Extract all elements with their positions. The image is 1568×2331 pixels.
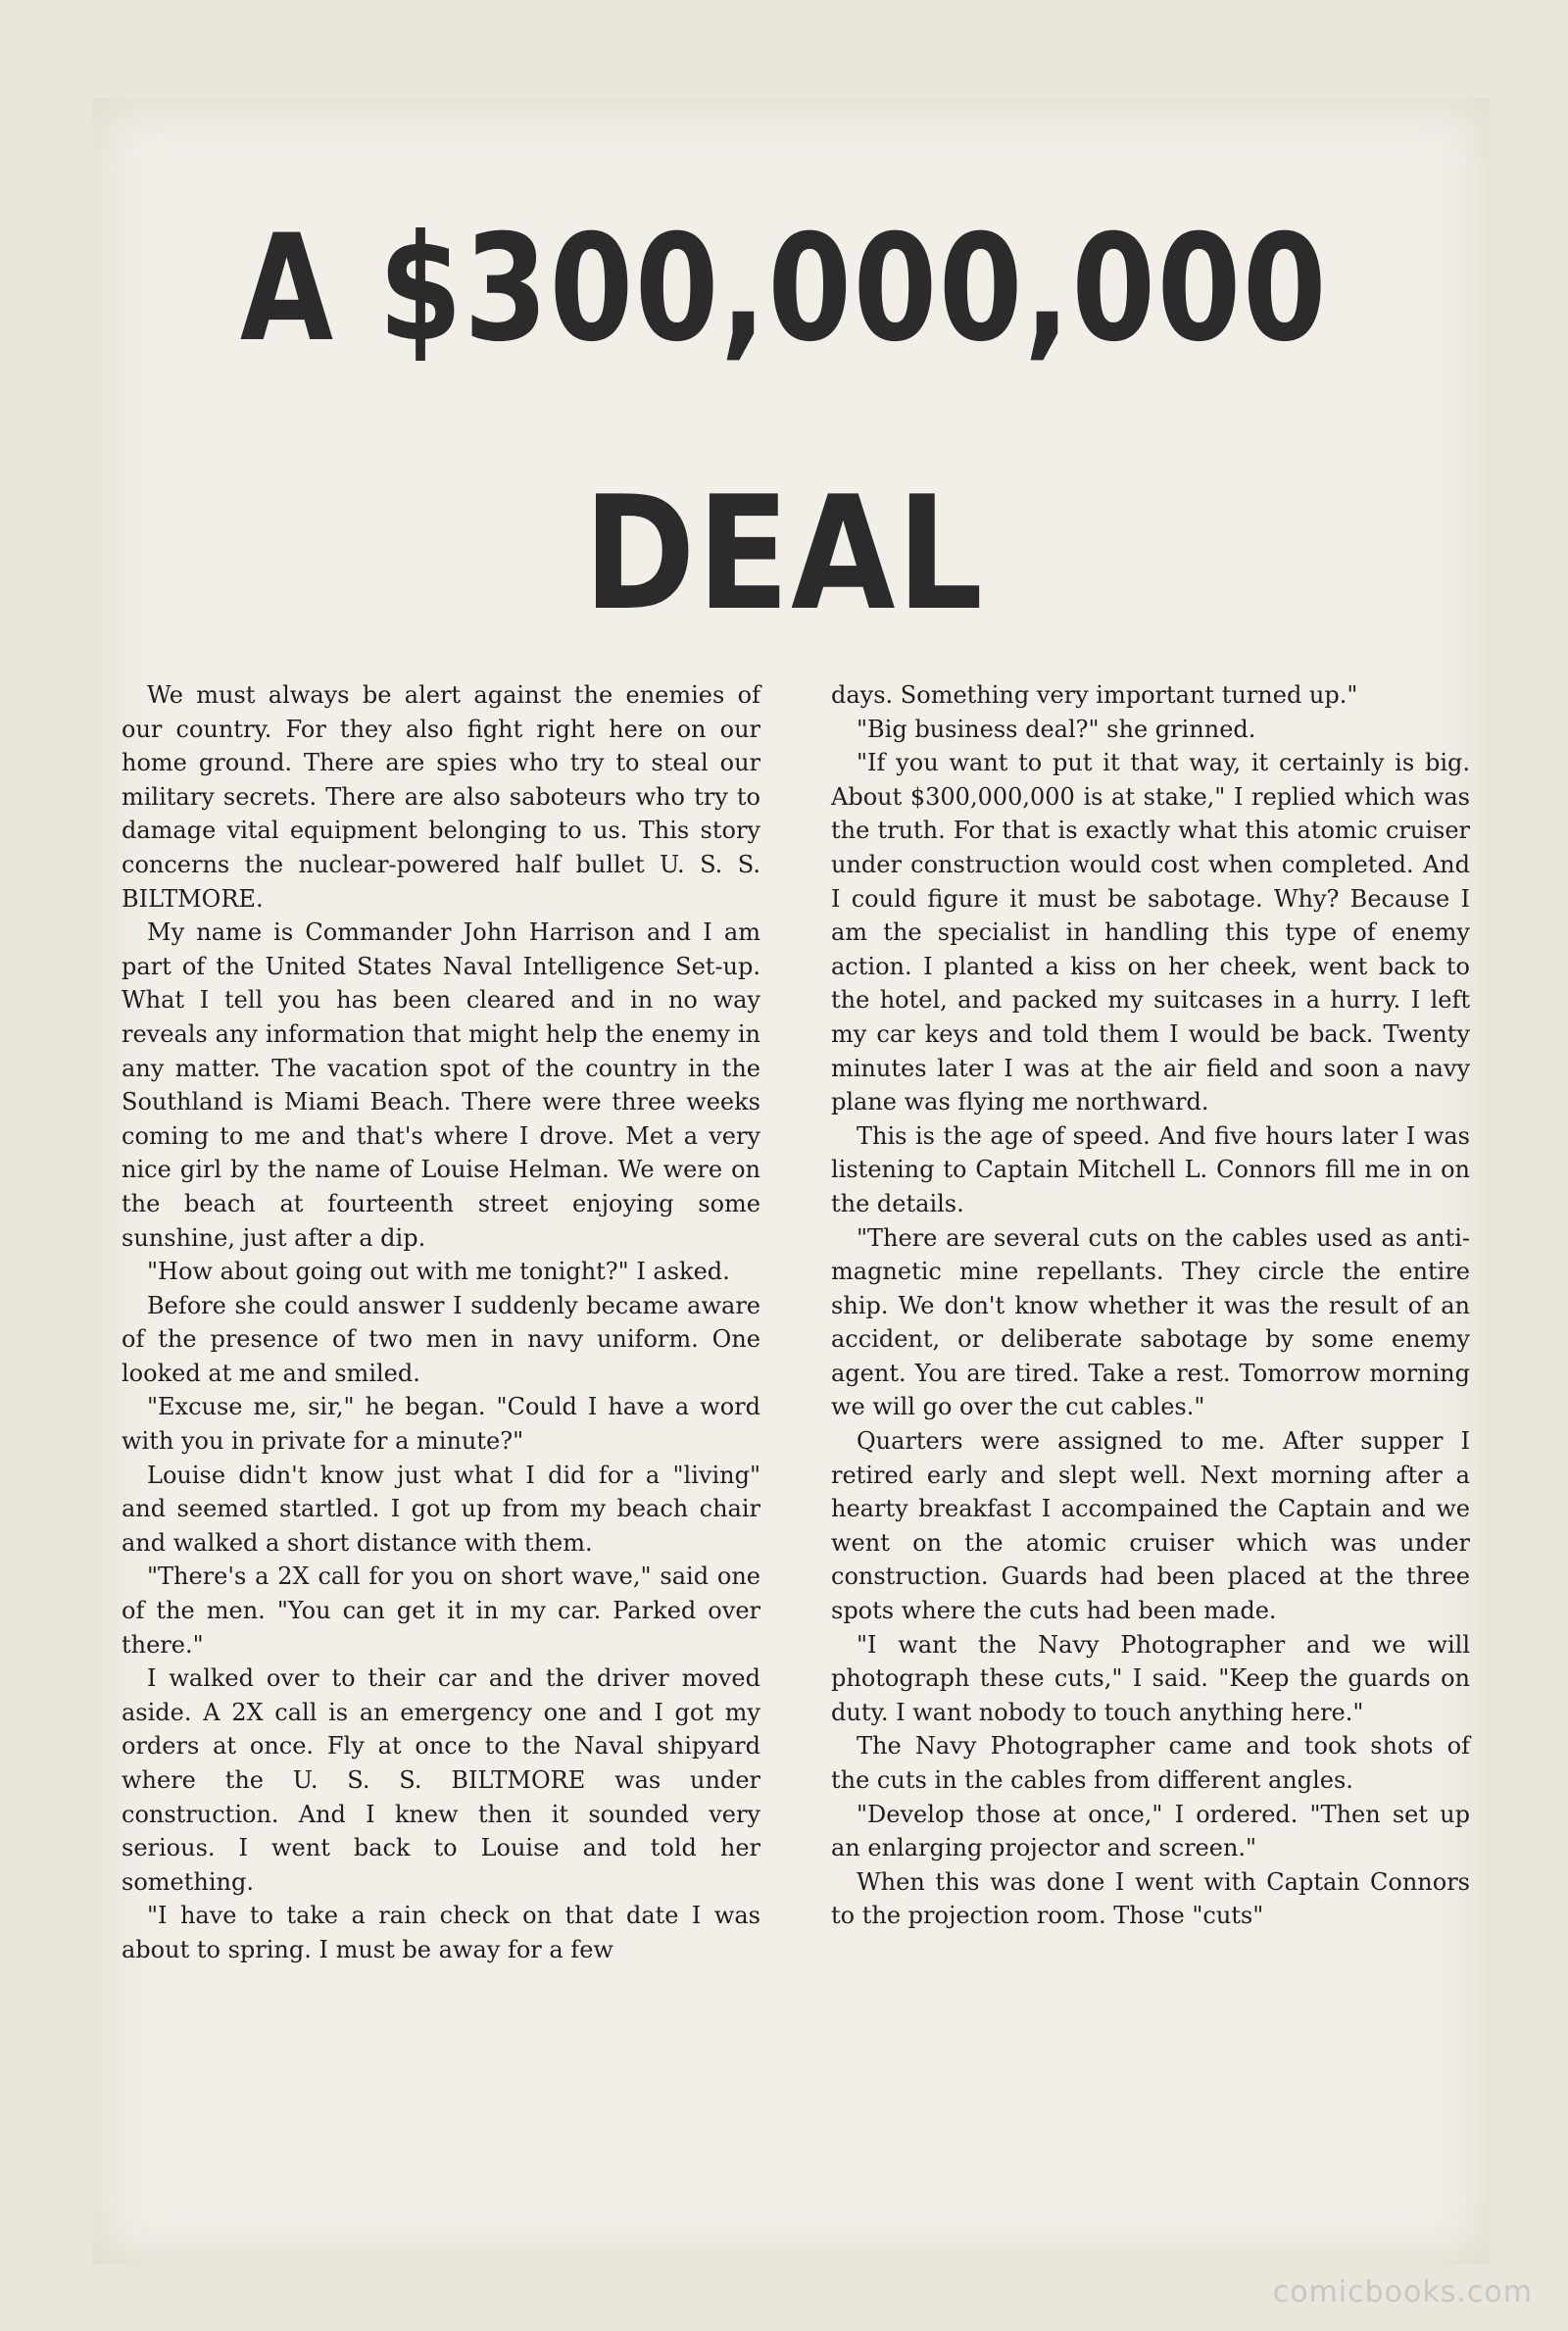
paragraph-continued: days. Something very important turned up."	[831, 681, 1358, 709]
paragraph: My name is Commander John Harrison and I am part of the United States Naval Intelligence Set-up. What I tell you has been cleared and in no way reveals any information that might help the enemy in any matter. The vacation spot of the country in the Southland is Miami Beach. There were three weeks coming to me and that's where I drove. Met a very nice girl by the name of Louise Helman. We were on the beach at fourteenth street enjoying some sunshine, just after a dip.	[122, 918, 760, 1252]
paragraph: "I have to take a rain check on that date I was about to spring. I must be away for a few	[122, 1902, 760, 1963]
right-column	[831, 678, 1470, 1933]
paragraph: "Excuse me, sir," he began. "Could I have a word with you in private for a minute?"	[122, 1393, 760, 1456]
paragraph: Before she could answer I suddenly became aware of the presence of two men in navy uniform. One looked at me and smiled.	[122, 1291, 760, 1387]
paragraph: I walked over to their car and the driver moved aside. A 2X call is an emergency one and I got my orders at once. Fly at once to the Naval shipyard where the U. S. S. BILTMORE was under construction. And I knew then it sounded very serious. I went back to Louise and told her something.	[122, 1664, 760, 1896]
left-column	[122, 678, 760, 1967]
paragraph: The Navy Photographer came and took shots of the cuts in the cables from different angles.	[831, 1732, 1470, 1794]
watermark-text: comicbooks.com	[1272, 2275, 1533, 2309]
paragraph: We must always be alert against the enemies of our country. For they also fight right here on our home ground. There are spies who try to steal our military secrets. There are also saboteurs who try to damage vital equipment belonging to us. This story concerns the nuclear-powered half bullet U. S. S. BILTMORE.	[122, 681, 760, 913]
paragraph: Louise didn't know just what I did for a "living" and seemed startled. I got up from my beach chair and walked a short distance with them.	[122, 1461, 760, 1557]
headline-line-2: DEAL	[583, 462, 985, 645]
paragraph: "I want the Navy Photographer and we will photograph these cuts," I said. "Keep the guards on duty. I want nobody to touch anything here."	[831, 1630, 1470, 1726]
paragraph: "There's a 2X call for you on short wave," said one of the men. "You can get it in my car. Parked over there."	[122, 1562, 760, 1659]
paragraph: "Develop those at once," I ordered. "Then set up an enlarging projector and screen."	[831, 1800, 1470, 1862]
headline-line-1: A $300,000,000	[239, 204, 1329, 374]
paragraph: Quarters were assigned to me. After supper I retired early and slept well. Next morning after a hearty breakfast I accompained the Captain and we went on the atomic cruiser which was under construction. Guards had been placed at the three spots where the cuts had been made.	[831, 1427, 1470, 1625]
paragraph: "If you want to put it that way, it certainly is big. About $300,000,000 is at stake," I replied which was the truth. For that is exactly what this atomic cruiser under construction would cost when completed. And I could figure it must be sabotage. Why? Because I am the specialist in handling this type of enemy action. I planted a kiss on her cheek, went back to the hotel, and packed my suitcases in a hurry. I left my car keys and told them I would be back. Twenty minutes later I was at the air field and soon a navy plane was flying me northward.	[831, 749, 1470, 1116]
paragraph: "Big business deal?" she grinned.	[857, 715, 1256, 743]
paragraph: "How about going out with me tonight?" I asked.	[147, 1258, 730, 1286]
paragraph: This is the age of speed. And five hours later I was listening to Captain Mitchell L. Connors fill me in on the details.	[831, 1121, 1470, 1217]
paragraph: When this was done I went with Captain Connors to the projection room. Those "cuts"	[831, 1867, 1470, 1930]
paragraph: "There are several cuts on the cables used as anti-magnetic mine repellants. They circle the entire ship. We don't know whether it was the result of an accident, or deliberate sabotage by some enemy agent. You are tired. Take a rest. Tomorrow morning we will go over the cut cables."	[831, 1223, 1470, 1421]
